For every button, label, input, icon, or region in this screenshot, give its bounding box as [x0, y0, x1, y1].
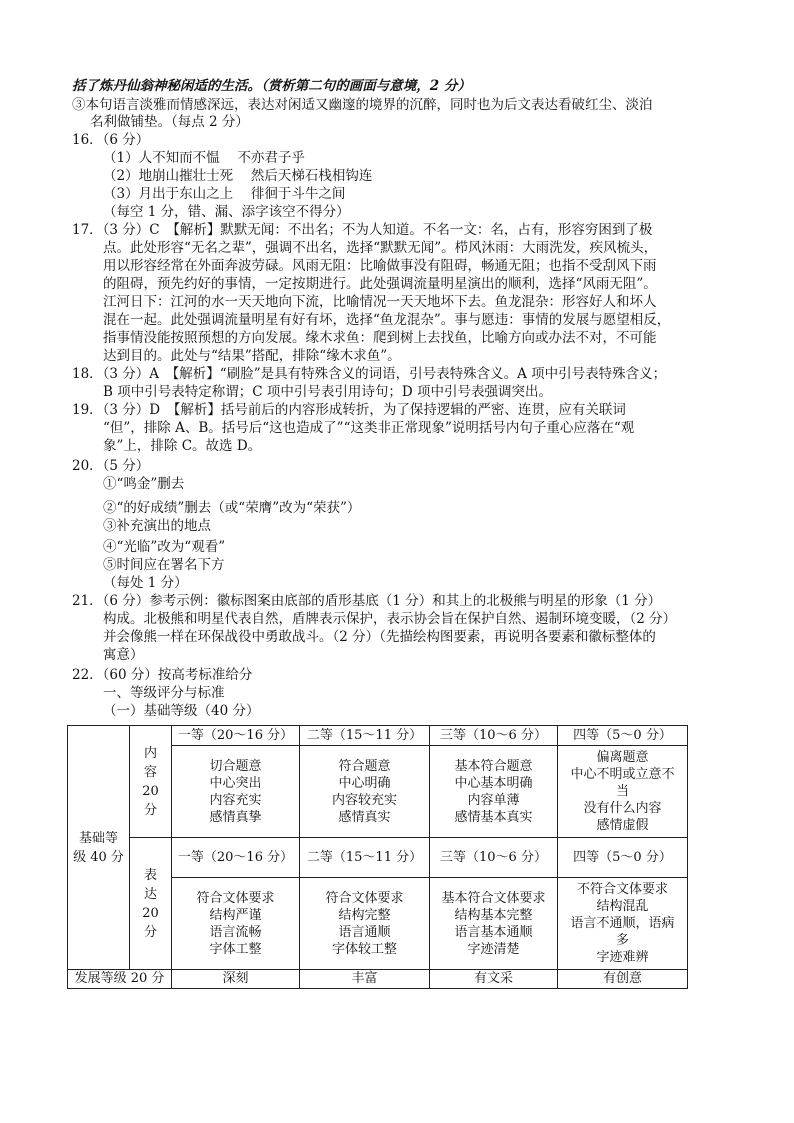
grade-header: 三等（10～6 分） [430, 838, 558, 878]
content-label: 内 容 20 分 [130, 726, 172, 838]
development-grade-cell: 有文采 [430, 970, 558, 989]
text-line: 构成。北极熊和明星代表自然，盾牌表示保护，表示协会旨在保护自然、遏制环境变暖，（2 分） [103, 611, 677, 627]
text-line: 20．（5 分） [72, 458, 150, 474]
text-line: 括了炼丹仙翁神秘闲适的生活。（赏析第二句的画面与意境，2 分） [72, 78, 471, 94]
text-line: ⑤时间应在署名下方 [103, 557, 225, 573]
text-line: （每处 1 分） [103, 575, 188, 591]
expression-grade-cell: 基本符合文体要求 结构基本完整 语言基本通顺 字迹清楚 [430, 878, 558, 970]
expression-grade-cell: 不符合文体要求 结构混乱 语言不通顺，语病 多 字迹难辨 [558, 878, 688, 970]
text-line: 22．（60 分）按高考标准给分 [72, 667, 253, 683]
text-line: ①“鸣金”删去 [103, 476, 185, 492]
grade-header: 四等（5～0 分） [558, 726, 688, 746]
text-line: 名利做铺垫。（每点 2 分） [90, 114, 249, 130]
text-line: 19．（3 分）D 【解析】括号前后的内容形成转折，为了保持逻辑的严密、连贯，应有关联词 [72, 402, 626, 418]
grade-header: 四等（5～0 分） [558, 838, 688, 878]
text-line: （2）地崩山摧壮士死 然后天梯石栈相钩连 [103, 168, 373, 184]
basic-level-label: 基础等 级 40 分 [68, 726, 130, 970]
text-line: （每空 1 分，错、漏、添字该空不得分） [103, 204, 350, 220]
text-line: “但”，排除 A、B。括号后“这也造成了”“这类非正常现象”说明括号内句子重心应落在“观 [103, 420, 635, 436]
expression-grade-cell: 符合文体要求 结构完整 语言通顺 字体较工整 [300, 878, 430, 970]
text-line: ③本句语言淡雅而情感深远，表达对闲适又幽邃的境界的沉醉，同时也为后文表达看破红尘、淡泊 [72, 97, 653, 113]
grade-header: 一等（20～16 分） [172, 726, 300, 746]
text-line: 指事情没能按照预想的方向发展。缘木求鱼：爬到树上去找鱼，比喻方向或办法不对，不可能 [103, 330, 657, 346]
text-line: 混在一起。此处强调流量明星有好有坏，选择“鱼龙混杂”。事与愿违：事情的发展与愿望相反， [103, 312, 671, 328]
scoring-table [67, 725, 688, 989]
text-line: 寓意） [103, 647, 144, 663]
text-line: 17．（3 分）C 【解析】默默无闻：不出名；不为人知道。不名一文：名，占有，形容穷困到了极 [72, 222, 653, 238]
development-grade-cell: 有创意 [558, 970, 688, 989]
development-grade-cell: 丰富 [300, 970, 430, 989]
text-line: 一、等级评分与标准 [103, 685, 225, 701]
text-line: （一）基础等级（40 分） [103, 703, 260, 719]
text-line: 达到目的。此处与“结果”搭配，排除“缘木求鱼”。 [103, 348, 401, 364]
text-line: 用以形容经常在外面奔波劳碌。风雨无阻：比喻做事没有阻碍，畅通无阻；也指不受刮风下雨 [103, 258, 657, 274]
development-grade-cell: 深刻 [172, 970, 300, 989]
expression-label: 表 达 20 分 [130, 838, 172, 970]
text-line: 的阻碍，预先约好的事情，一定按期进行。此处强调流量明星演出的顺利，选择“风雨无阻”。 [103, 276, 657, 292]
text-line: 点。此处形容“无名之辈”，强调不出名，选择“默默无闻”。栉风沐雨：大雨洗发，疾风梳头， [103, 240, 658, 256]
text-line: ③补充演出的地点 [103, 518, 211, 534]
grade-header: 一等（20～16 分） [172, 838, 300, 878]
text-line: B 项中引号表特定称谓；C 项中引号表引用诗句；D 项中引号表强调突出。 [103, 384, 552, 400]
grade-header: 三等（10～6 分） [430, 726, 558, 746]
development-level-label: 发展等级 20 分 [68, 970, 172, 989]
text-line: 16．（6 分） [72, 132, 150, 148]
text-line: 江河日下：江河的水一天天地向下流，比喻情况一天天地坏下去。鱼龙混杂：形容好人和坏人 [103, 294, 657, 310]
expression-grade-cell: 符合文体要求 结构严谨 语言流畅 字体工整 [172, 878, 300, 970]
content-grade-cell: 基本符合题意 中心基本明确 内容单薄 感情基本真实 [430, 746, 558, 838]
text-line: 象”上，排除 C。故选 D。 [103, 438, 262, 454]
text-line: ④“光临”改为“观看” [103, 539, 226, 555]
grade-header: 二等（15～11 分） [300, 726, 430, 746]
content-grade-cell: 偏离题意 中心不明或立意不 当 没有什么内容 感情虚假 [558, 746, 688, 838]
text-line: （1）人不知而不愠 不亦君子乎 [103, 150, 305, 166]
text-line: 21．（6 分）参考示例：徽标图案由底部的盾形基底（1 分）和其上的北极熊与明星的形象（1 分） [72, 593, 662, 609]
text-line: ②“的好成绩”删去（或“荣膺”改为“荣获”） [103, 500, 361, 516]
content-grade-cell: 切合题意 中心突出 内容充实 感情真挚 [172, 746, 300, 838]
content-grade-cell: 符合题意 中心明确 内容较充实 感情真实 [300, 746, 430, 838]
text-line: 并会像熊一样在环保战役中勇敢战斗。（2 分）（先描绘构图要素，再说明各要素和徽标整体的 [103, 629, 656, 645]
grade-header: 二等（15～11 分） [300, 838, 430, 878]
text-line: 18．（3 分）A 【解析】“刷脸”是具有特殊含义的词语，引号表特殊含义。A 项中引号表特殊含义； [72, 366, 667, 382]
text-line: （3）月出于东山之上 徘徊于斗牛之间 [103, 186, 346, 202]
